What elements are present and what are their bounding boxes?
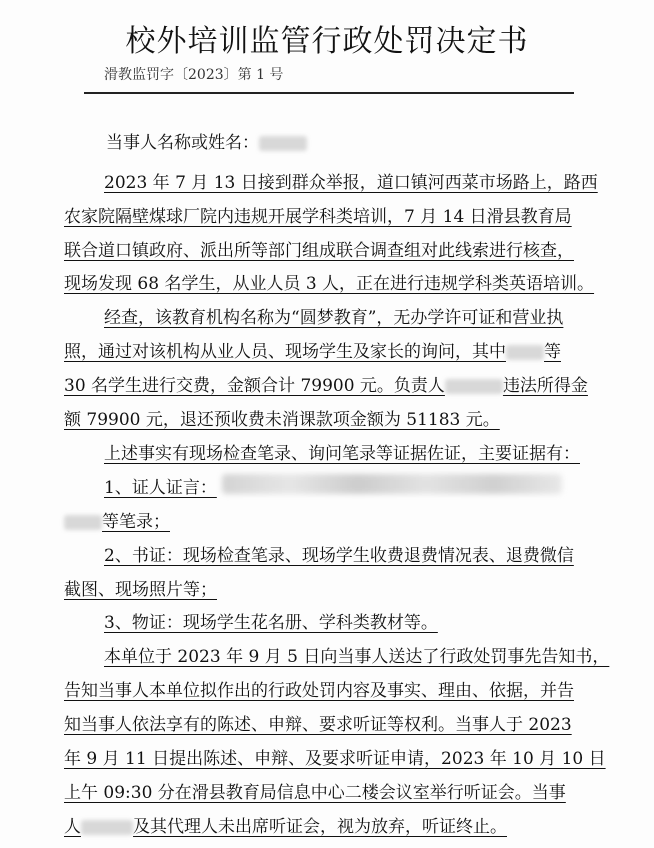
body-line: 本单位于 2023 年 9 月 5 日向当事人送达了行政处罚事先告知书， [104, 647, 610, 667]
body-line: 联合道口镇政府、派出所等部门组成联合调查组对此线索进行核查， [64, 241, 574, 261]
redacted-name [64, 515, 102, 530]
body-line: 年 9 月 11 日提出陈述、申辩、及要求听证申请，2023 年 10 月 10 日 [64, 749, 606, 769]
body-line: 上午 09:30 分在滑县教育局信息中心二楼会议室举行听证会。当事 [64, 783, 566, 803]
redacted-party-name [259, 136, 307, 151]
evidence-item-1-cont: 等笔录； [64, 507, 170, 532]
body-line: 现场发现 68 名学生，从业人员 3 人，正在进行违规学科类英语培训。 [64, 274, 595, 294]
evidence-item-1: 1、证人证言： [104, 478, 217, 498]
redacted-name [506, 345, 544, 360]
body-line-with-redaction: 照，通过对该机构从业人员、现场学生及家长的询问，其中 等 [64, 342, 561, 362]
party-name-label: 当事人名称或姓名： [106, 133, 259, 153]
body-line: 告知当事人本单位拟作出的行政处罚内容及事实、理由、依据，并告 [64, 681, 574, 701]
document-title: 校外培训监管行政处罚决定书 [125, 24, 529, 59]
body-line: 经查，该教育机构名称为“圆梦教育”，无办学许可证和营业执 [104, 308, 564, 328]
redacted-witness-list [222, 474, 562, 494]
redacted-name [445, 379, 503, 394]
header-rule [84, 92, 574, 94]
party-name-line [106, 128, 307, 153]
body-line: 知当事人依法享有的陈述、申辩、要求听证等权利。当事人于 2023 [64, 715, 572, 735]
body-line: 上述事实有现场检查笔录、询问笔录等证据佐证，主要证据有： [104, 444, 580, 464]
body-line-with-redaction: 人 及其代理人未出席听证会，视为放弃，听证终止。 [64, 817, 507, 837]
redacted-name [81, 820, 133, 835]
document-number: 滑教监罚字〔2023〕第 1 号 [104, 67, 284, 83]
body-line-with-redaction: 30 名学生进行交费，金额合计 79900 元。负责人 违法所得金 [64, 376, 588, 396]
evidence-item-2-cont: 截图、现场照片等； [64, 580, 217, 600]
evidence-item-3: 3、物证：现场学生花名册、学科类教材等。 [104, 613, 438, 633]
evidence-item-2: 2、书证：现场检查笔录、现场学生收费退费情况表、退费微信 [104, 546, 574, 566]
body-line: 农家院隔壁煤球厂院内违规开展学科类培训，7 月 14 日滑县教育局 [64, 207, 572, 227]
body-line: 额 79900 元，退还预收费未消课款项金额为 51183 元。 [64, 410, 500, 430]
body-line: 2023 年 7 月 13 日接到群众举报，道口镇河西菜市场路上，路西 [104, 173, 598, 193]
